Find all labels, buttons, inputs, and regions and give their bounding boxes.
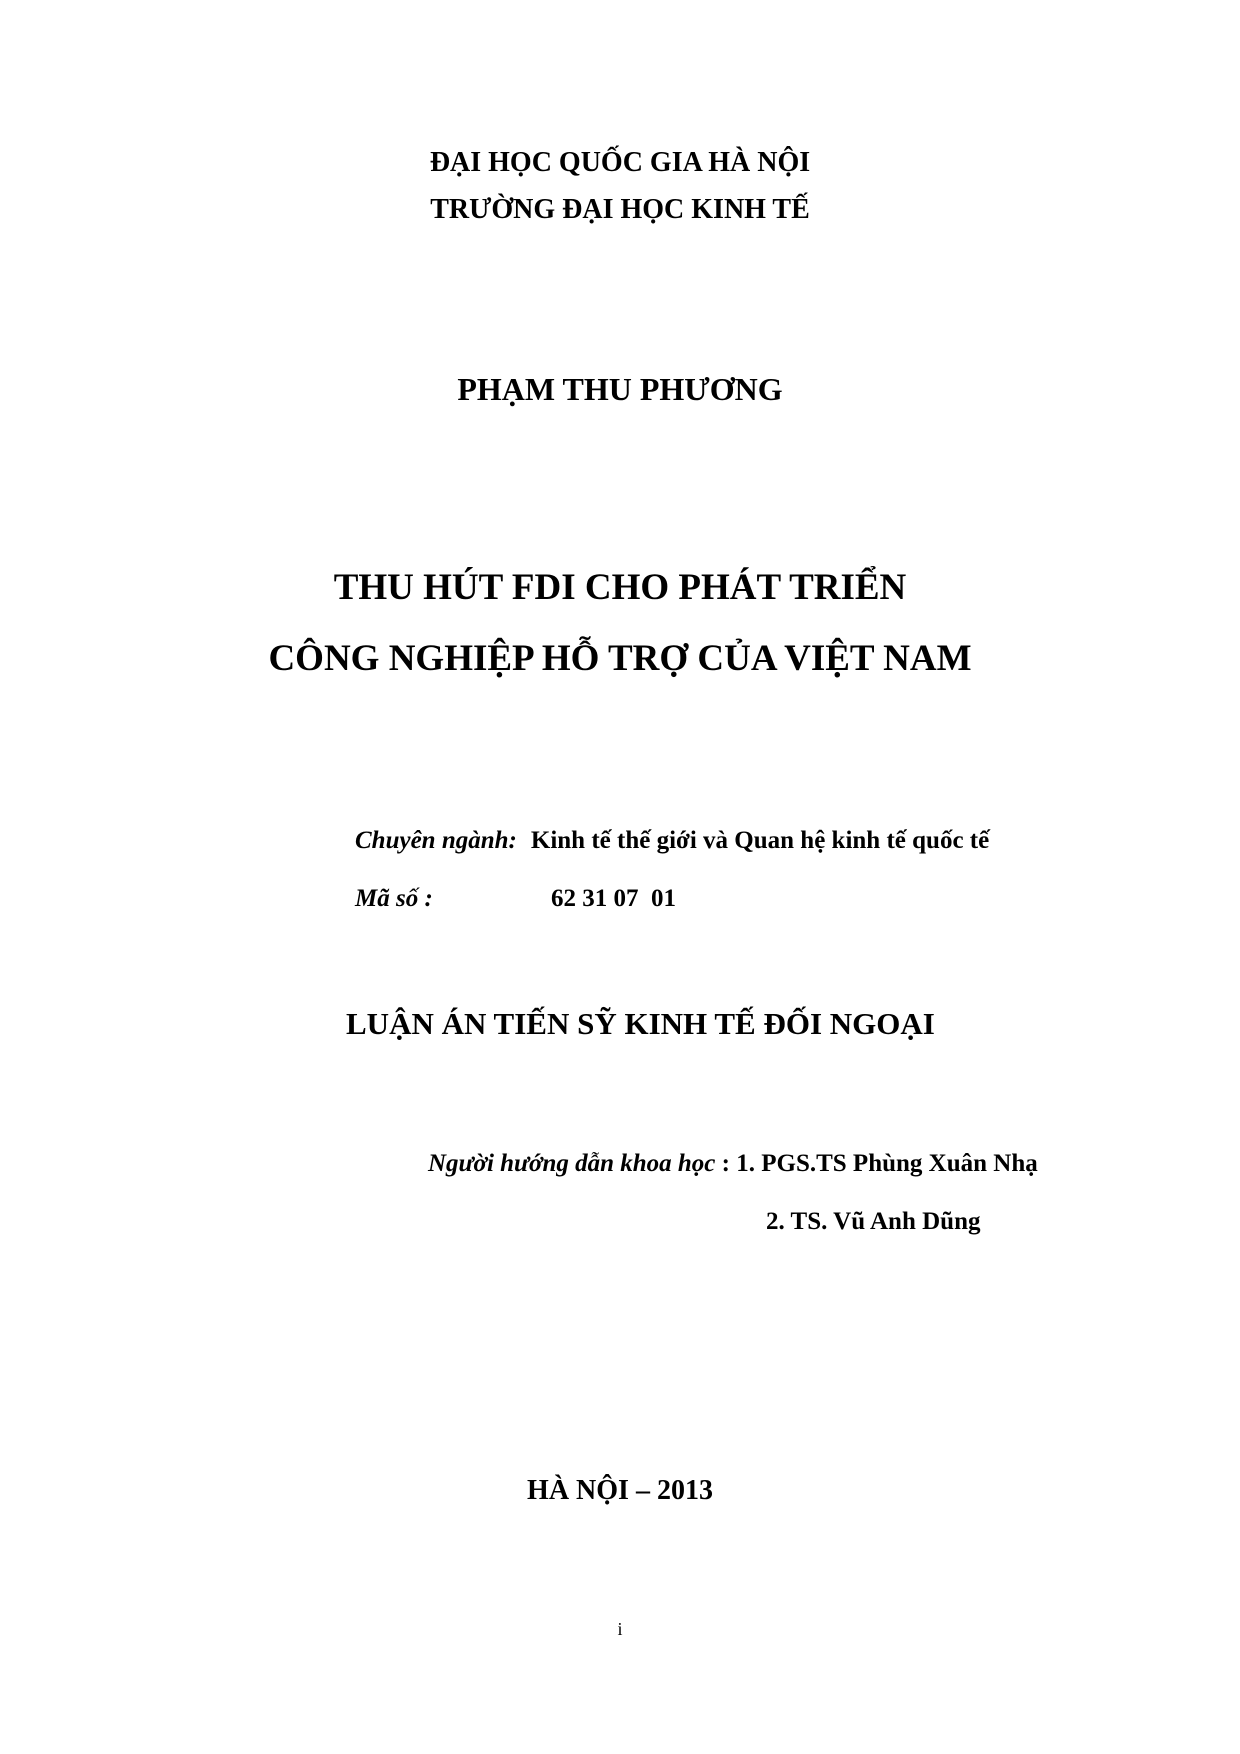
specialization-value: Kinh tế thế giới và Quan hệ kinh tế quốc tế [530, 827, 990, 854]
specialization-label: Chuyên ngành: [355, 827, 517, 854]
code-value: 62 31 07 01 [551, 885, 676, 912]
university-name: ĐẠI HỌC QUỐC GIA HÀ NỘI [429, 147, 811, 178]
supervisor-row-1 [428, 1149, 1038, 1179]
supervisor-separator: : [715, 1150, 737, 1177]
code-label: Mã số : [355, 885, 433, 912]
specialization-row [355, 826, 989, 856]
page-number: i [617, 1619, 623, 1639]
supervisor-row-2 [766, 1207, 980, 1237]
author-name: PHẠM THU PHƯƠNG [457, 371, 783, 407]
code-row [355, 884, 676, 914]
place-year: HÀ NỘI – 2013 [527, 1475, 713, 1506]
thesis-title-line-2: CÔNG NGHIỆP HỖ TRỢ CỦA VIỆT NAM [268, 638, 972, 679]
faculty-name: TRƯỜNG ĐẠI HỌC KINH TẾ [430, 194, 810, 225]
supervisor-second: 2. TS. Vũ Anh Dũng [766, 1208, 981, 1235]
thesis-title-line-1: THU HÚT FDI CHO PHÁT TRIỂN [333, 567, 907, 608]
degree-title: LUẬN ÁN TIẾN SỸ KINH TẾ ĐỐI NGOẠI [346, 1006, 935, 1041]
supervisor-first: 1. PGS.TS Phùng Xuân Nhạ [736, 1150, 1038, 1177]
supervisor-label: Người hướng dẫn khoa học [428, 1150, 716, 1177]
